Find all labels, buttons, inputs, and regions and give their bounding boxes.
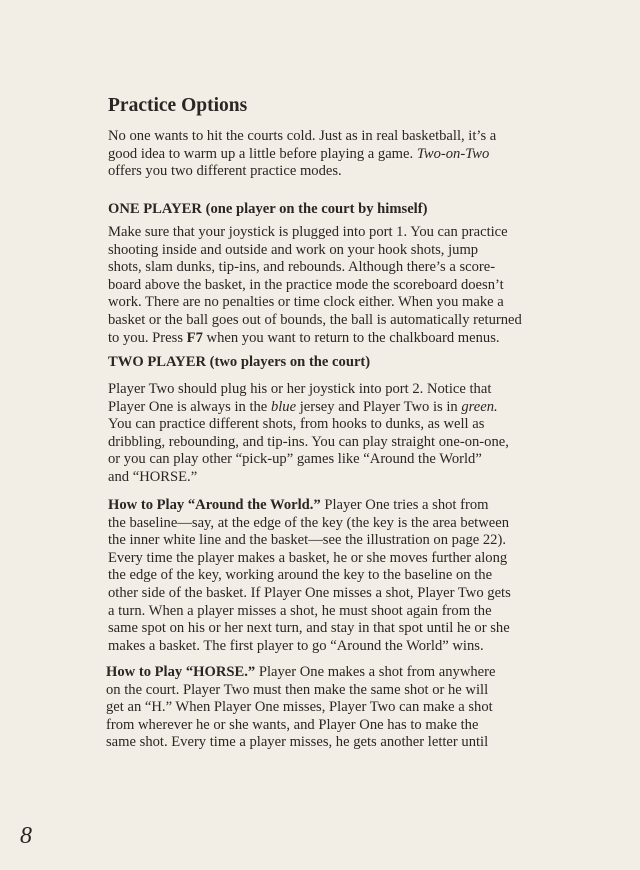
two-player-heading: TWO PLAYER (two players on the court) bbox=[108, 354, 371, 370]
text-line bbox=[108, 497, 548, 515]
horse-paragraph bbox=[106, 664, 546, 752]
text-run: Player One tries a shot from bbox=[320, 497, 489, 513]
text-line: You can practice different shots, from hooks to dunks, as well as bbox=[108, 416, 485, 433]
page-number: 8 bbox=[20, 823, 32, 849]
text-line: the inner white line and the basket—see the illustration on page 22). bbox=[108, 532, 506, 549]
text-line: shooting inside and outside and work on your hook shots, jump bbox=[108, 241, 479, 258]
intro-paragraph bbox=[108, 128, 548, 181]
text-line bbox=[108, 146, 548, 164]
text-line: Every time the player makes a basket, he or she moves further along bbox=[108, 549, 508, 566]
key-label: F7 bbox=[186, 329, 203, 346]
text-line: shots, slam dunks, tip-ins, and rebounds. Although there’s a score- bbox=[108, 259, 496, 276]
text-line: other side of the basket. If Player One misses a shot, Player Two gets bbox=[108, 584, 511, 601]
text-run: when you want to return to the chalkboard menus. bbox=[202, 329, 500, 346]
text-line: same shot. Every time a player misses, he gets another letter until bbox=[106, 734, 489, 751]
text-line bbox=[106, 664, 546, 682]
text-line: a turn. When a player misses a shot, he must shoot again from the bbox=[108, 602, 492, 619]
run-in-heading: How to Play “Around the World.” bbox=[108, 497, 321, 513]
text-run: good idea to warm up a little before playing a game. bbox=[108, 145, 417, 162]
jersey-color: blue bbox=[270, 398, 297, 415]
text-line: and “HORSE.” bbox=[108, 468, 198, 485]
text-line: work. There are no penalties or time clock either. When you make a bbox=[108, 294, 504, 311]
text-line: get an “H.” When Player One misses, Player Two can make a shot bbox=[106, 699, 493, 716]
text-line: the edge of the key, working around the key to the baseline on the bbox=[108, 567, 493, 584]
two-player-paragraph bbox=[108, 381, 548, 487]
one-player-heading: ONE PLAYER (one player on the court by himself) bbox=[108, 201, 428, 217]
text-line: No one wants to hit the courts cold. Just as in real basketball, it’s a bbox=[108, 128, 497, 144]
text-line bbox=[108, 399, 548, 417]
text-line: dribbling, rebounding, and tip-ins. You can play straight one-on-one, bbox=[108, 433, 509, 450]
jersey-color: green. bbox=[461, 398, 498, 415]
text-run: to you. Press bbox=[108, 329, 187, 346]
text-line: Make sure that your joystick is plugged into port 1. You can practice bbox=[108, 224, 508, 240]
run-in-heading: How to Play “HORSE.” bbox=[106, 664, 256, 680]
text-line: makes a basket. The first player to go “Around the World” wins. bbox=[108, 637, 484, 654]
text-run: Player One makes a shot from anywhere bbox=[255, 664, 496, 680]
text-line: same spot on his or her next turn, and stay in that spot until he or she bbox=[108, 620, 510, 637]
text-line: on the court. Player Two must then make the same shot or he will bbox=[106, 681, 489, 698]
text-line: the baseline—say, at the edge of the key (the key is the area between bbox=[108, 514, 510, 531]
text-line: from wherever he or she wants, and Player One has to make the bbox=[106, 716, 479, 733]
text-line bbox=[108, 330, 548, 348]
text-line: or you can play other “pick-up” games like “Around the World” bbox=[108, 451, 482, 468]
around-the-world-paragraph bbox=[108, 497, 548, 655]
text-run: jersey and Player Two is in bbox=[296, 398, 462, 415]
page-title: Practice Options bbox=[108, 95, 248, 116]
one-player-paragraph bbox=[108, 224, 548, 347]
text-line: Player Two should plug his or her joystick into port 2. Notice that bbox=[108, 381, 492, 397]
text-line: board above the basket, in the practice mode the scoreboard doesn’t bbox=[108, 276, 504, 293]
text-line: basket or the ball goes out of bounds, the ball is automatically returned bbox=[108, 311, 522, 328]
text-line: offers you two different practice modes. bbox=[108, 163, 342, 180]
game-title: Two-on-Two bbox=[416, 145, 490, 162]
text-run: Player One is always in the bbox=[108, 398, 271, 415]
